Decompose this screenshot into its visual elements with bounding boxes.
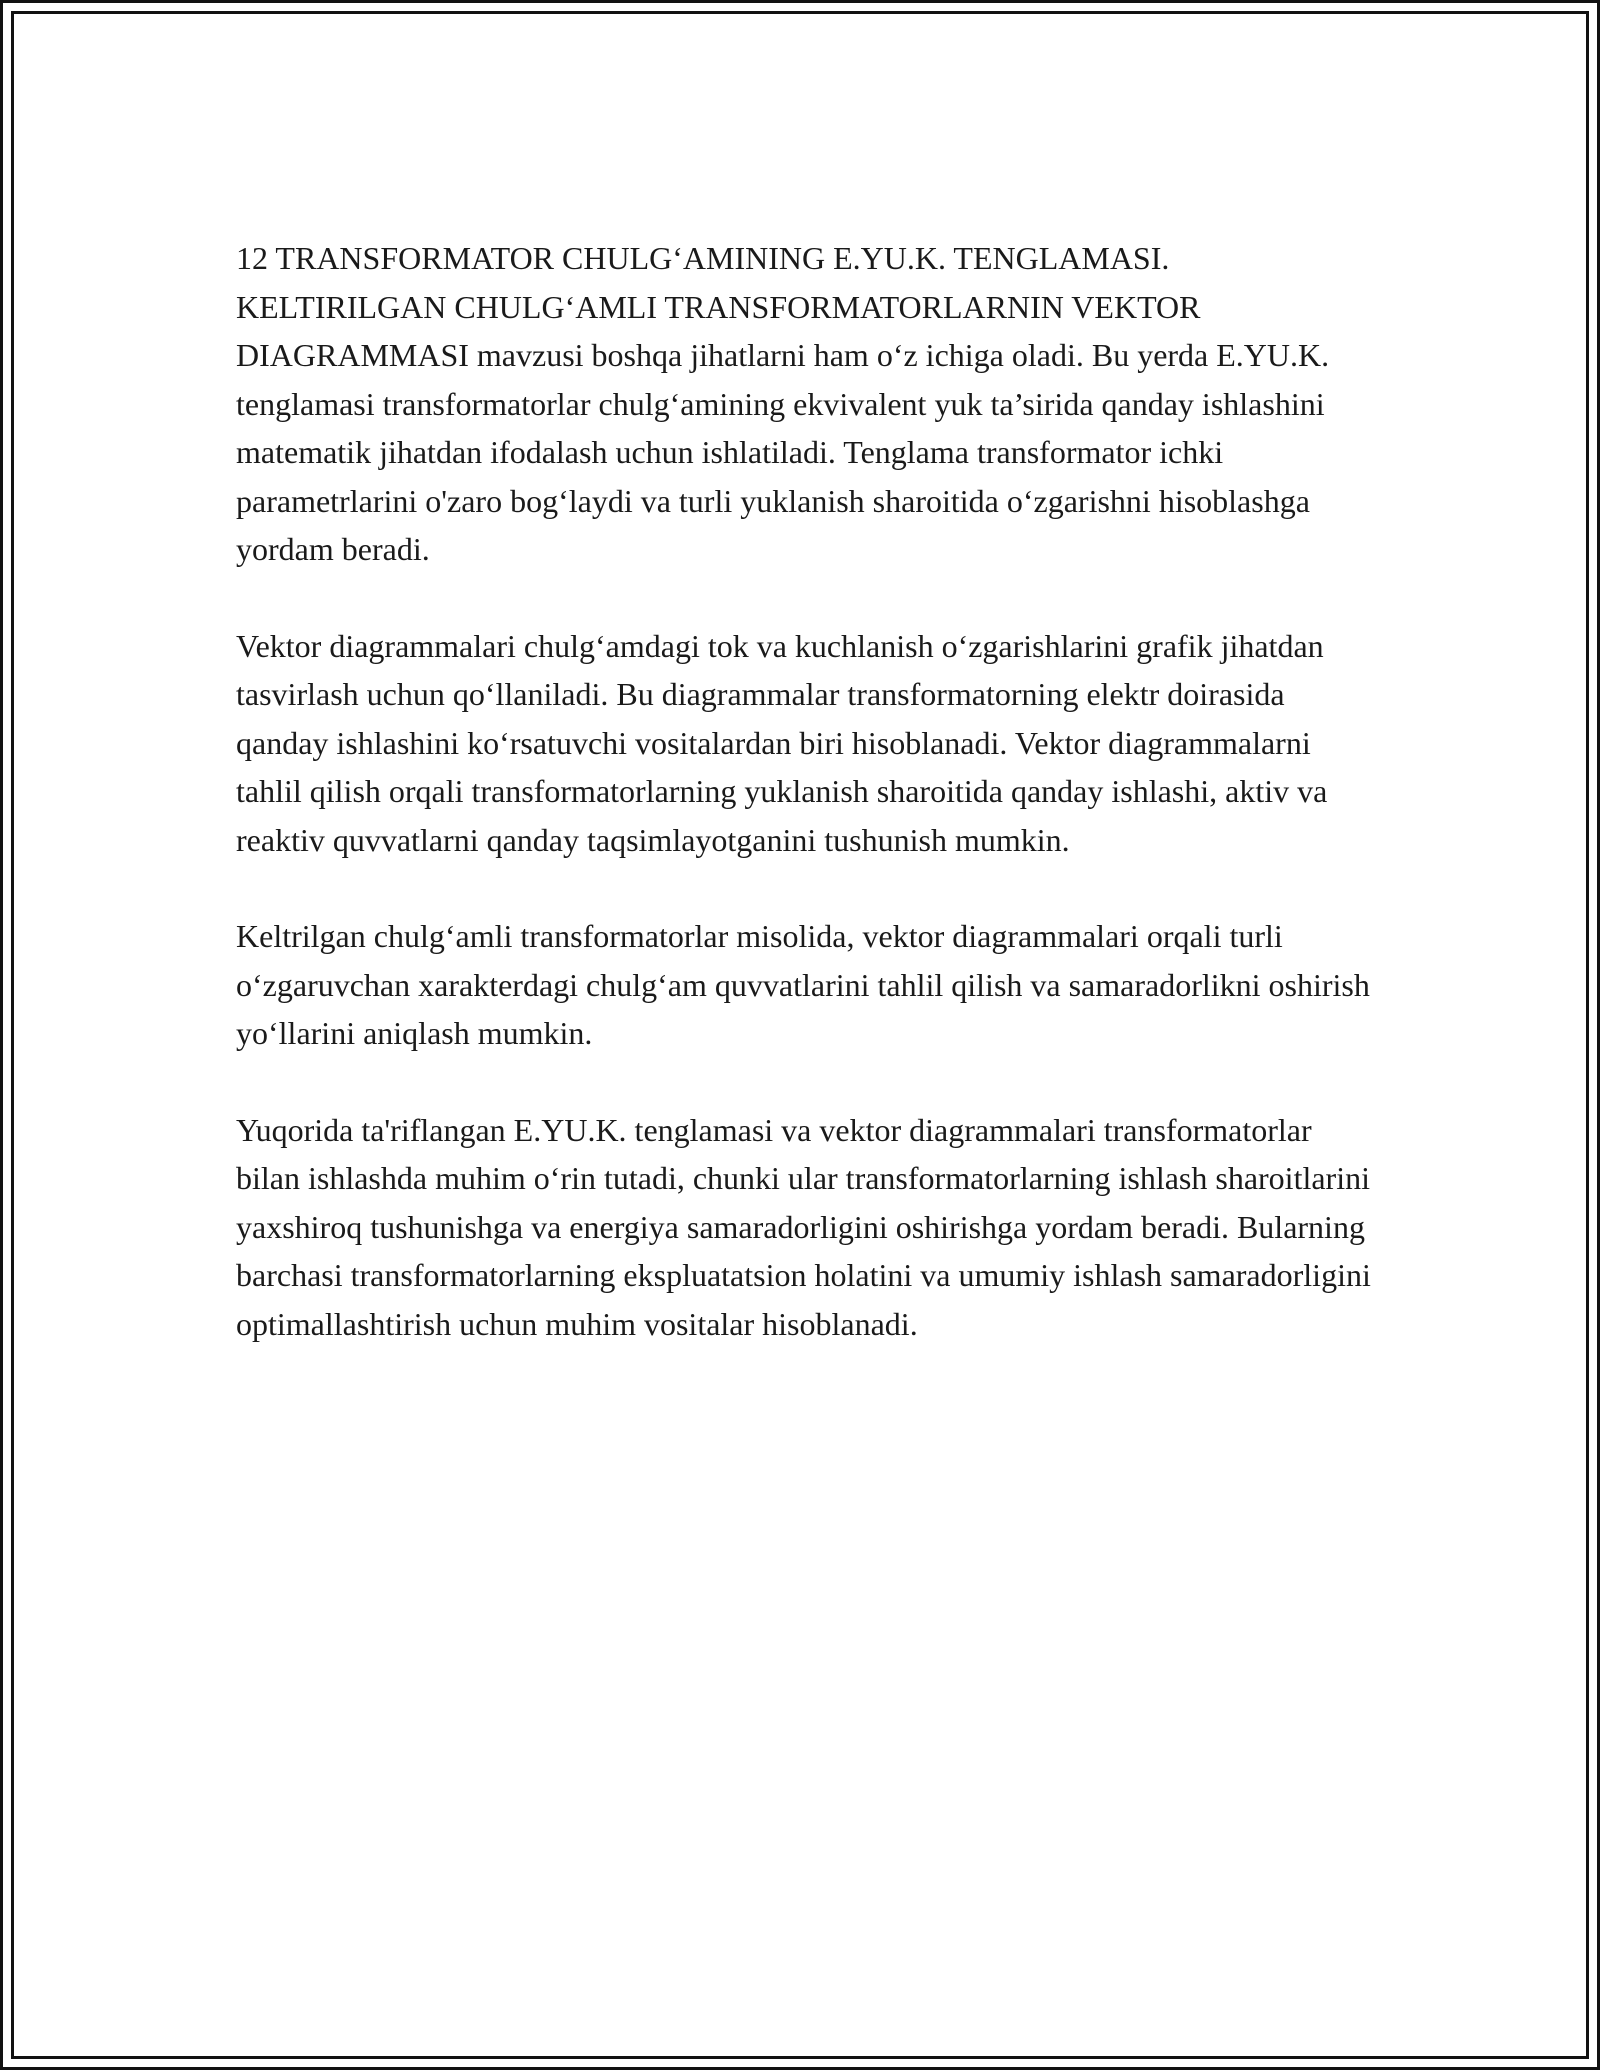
paragraph-3: Keltrilgan chulg‘amli transformatorlar misolida, vektor diagrammalari orqali turli o‘zgaruvchan xarakterdagi chulg‘am quvvatlarini tahlil qilish va samaradorlikni oshirish yo‘llarini aniqlash mumkin. <box>236 918 1370 1051</box>
paragraph-4: Yuqorida ta'riflangan E.YU.K. tenglamasi va vektor diagrammalari transformatorlar bilan ishlashda muhim o‘rin tutadi, chunki ular transformatorlarning ishlash sharoitlarini yaxshiroq tushunishga va energiya samaradorligini oshirishga yordam beradi. Bularning barchasi transformatorlarning ekspluatatsion holatini va umumiy ishlash samaradorligini optimallashtirish uchun muhim vositalar hisoblanadi. <box>236 1111 1371 1342</box>
paragraph-2: Vektor diagrammalari chulg‘amdagi tok va kuchlanish o‘zgarishlarini grafik jihatdan tasvirlash uchun qo‘llaniladi. Bu diagrammalar transformatorning elektr doirasida qanday ishlashini ko‘rsatuvchi vositalardan biri hisoblanadi. Vektor diagrammalarni tahlil qilish orqali transformatorlarning yuklanish sharoitida qanday ishlashi, aktiv va reaktiv quvvatlarni qanday taqsimlayotganini tushunish mumkin. <box>236 627 1328 858</box>
paragraph-1: 12 TRANSFORMATOR CHULG‘AMINING E.YU.K. TENGLAMASI. KELTIRILGAN CHULG‘AMLI TRANSFORMATORLARNIN VEKTOR DIAGRAMMASI mavzusi boshqa jihatlarni ham o‘z ichiga oladi. Bu yerda E.YU.K. tenglamasi transformatorlar chulg‘amining ekvivalent yuk ta’sirida qanday ishlashini matematik jihatdan ifodalash uchun ishlatiladi. Tenglama transformator ichki parametrlarini o'zaro bog‘laydi va turli yuklanish sharoitida o‘zgarishni hisoblashga yordam beradi. <box>236 240 1330 567</box>
document-body <box>236 234 1376 1396</box>
